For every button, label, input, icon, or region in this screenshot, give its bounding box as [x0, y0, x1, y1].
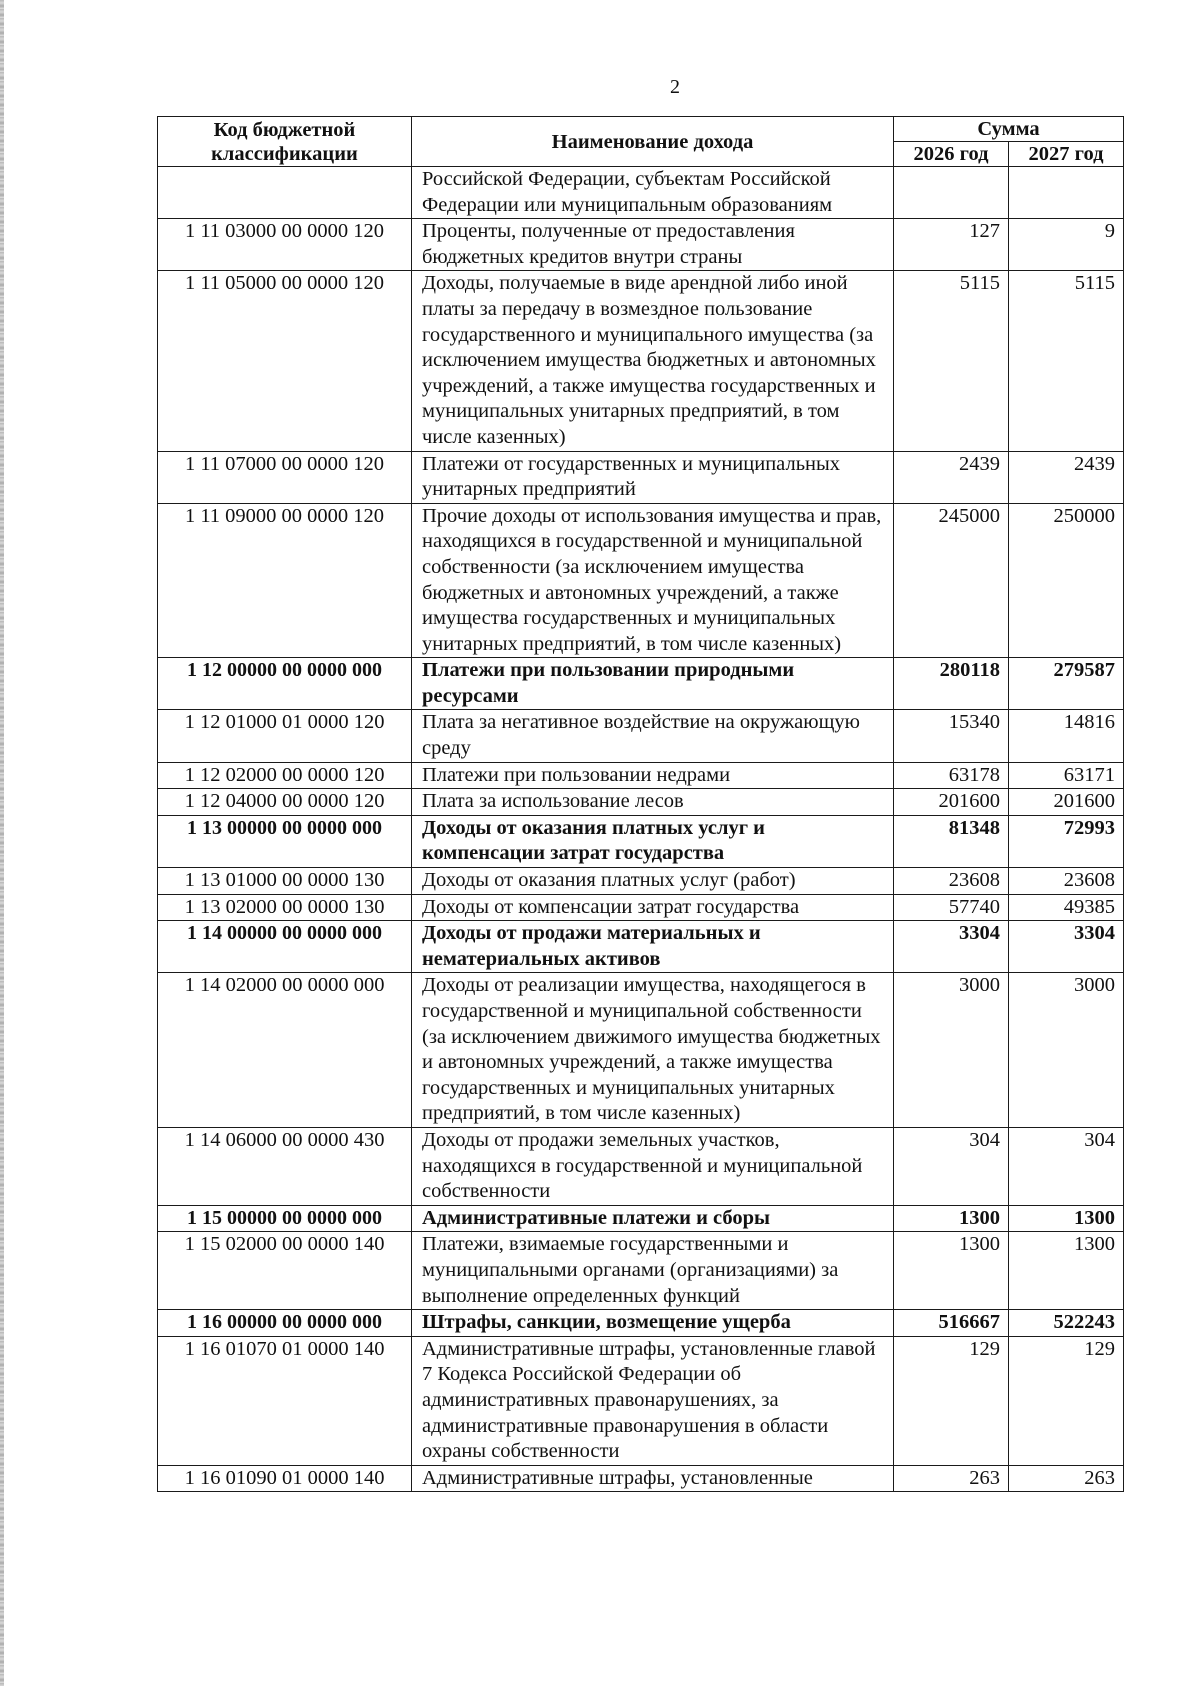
revenue-name-cell: Доходы от продажи материальных и нематериальных активов [412, 921, 894, 973]
header-code: Код бюджетной классификации [158, 117, 412, 167]
budget-code-cell: 1 12 02000 00 0000 120 [158, 762, 412, 789]
amount-2027-cell: 5115 [1009, 271, 1124, 451]
budget-code-cell: 1 13 00000 00 0000 000 [158, 815, 412, 867]
budget-code-cell: 1 11 05000 00 0000 120 [158, 271, 412, 451]
budget-code-cell: 1 14 06000 00 0000 430 [158, 1127, 412, 1205]
table-row [158, 815, 1124, 867]
table-row [158, 658, 1124, 710]
table-row [158, 451, 1124, 503]
amount-2027-cell: 263 [1009, 1465, 1124, 1492]
table-row [158, 1465, 1124, 1492]
budget-code-cell: 1 16 01070 01 0000 140 [158, 1336, 412, 1465]
amount-2026-cell: 1300 [894, 1205, 1009, 1232]
revenue-name-cell: Российской Федерации, субъектам Российской Федерации или муниципальным образованиям [412, 167, 894, 219]
amount-2026-cell: 2439 [894, 451, 1009, 503]
budget-code-cell: 1 14 00000 00 0000 000 [158, 921, 412, 973]
scan-edge [0, 0, 4, 1686]
page-number: 2 [670, 76, 680, 98]
amount-2027-cell: 1300 [1009, 1205, 1124, 1232]
budget-code-cell: 1 12 04000 00 0000 120 [158, 789, 412, 816]
amount-2026-cell: 3000 [894, 973, 1009, 1128]
amount-2026-cell: 516667 [894, 1310, 1009, 1337]
table-header [158, 117, 1124, 167]
table-row [158, 894, 1124, 921]
revenue-name-cell: Платежи, взимаемые государственными и муниципальными органами (организациями) за выполнение определенных функций [412, 1232, 894, 1310]
amount-2027-cell: 250000 [1009, 503, 1124, 658]
revenue-name-cell: Проценты, полученные от предоставления бюджетных кредитов внутри страны [412, 219, 894, 271]
table-row [158, 503, 1124, 658]
amount-2026-cell [894, 167, 1009, 219]
revenue-name-cell: Доходы от оказания платных услуг и компенсации затрат государства [412, 815, 894, 867]
revenue-name-cell: Административные штрафы, установленные главой 7 Кодекса Российской Федерации об административных правонарушениях, за административные правонарушения в области охраны собственности [412, 1336, 894, 1465]
amount-2026-cell: 245000 [894, 503, 1009, 658]
amount-2027-cell: 304 [1009, 1127, 1124, 1205]
amount-2026-cell: 127 [894, 219, 1009, 271]
amount-2027-cell: 49385 [1009, 894, 1124, 921]
revenue-name-cell: Прочие доходы от использования имущества и прав, находящихся в государственной и муниципальной собственности (за исключением имущества бюджетных и автономных учреждений, а также имущества государственных и муниципальных унитарных предприятий, в том числе казенных) [412, 503, 894, 658]
revenue-name-cell: Платежи от государственных и муниципальных унитарных предприятий [412, 451, 894, 503]
table-row [158, 1127, 1124, 1205]
revenue-name-cell: Доходы от оказания платных услуг (работ) [412, 868, 894, 895]
revenue-name-cell: Административные платежи и сборы [412, 1205, 894, 1232]
table-row [158, 1232, 1124, 1310]
budget-code-cell: 1 14 02000 00 0000 000 [158, 973, 412, 1128]
budget-code-cell [158, 167, 412, 219]
table-row [158, 921, 1124, 973]
budget-code-cell: 1 16 00000 00 0000 000 [158, 1310, 412, 1337]
header-year-2026: 2026 год [894, 142, 1009, 167]
amount-2026-cell: 263 [894, 1465, 1009, 1492]
amount-2027-cell: 2439 [1009, 451, 1124, 503]
budget-code-cell: 1 11 09000 00 0000 120 [158, 503, 412, 658]
revenue-name-cell: Штрафы, санкции, возмещение ущерба [412, 1310, 894, 1337]
amount-2026-cell: 63178 [894, 762, 1009, 789]
amount-2026-cell: 201600 [894, 789, 1009, 816]
header-sum: Сумма [894, 117, 1124, 142]
budget-code-cell: 1 15 00000 00 0000 000 [158, 1205, 412, 1232]
table-row [158, 1310, 1124, 1337]
table-row [158, 973, 1124, 1128]
amount-2027-cell: 201600 [1009, 789, 1124, 816]
amount-2027-cell [1009, 167, 1124, 219]
header-year-2027: 2027 год [1009, 142, 1124, 167]
budget-code-cell: 1 16 01090 01 0000 140 [158, 1465, 412, 1492]
amount-2026-cell: 23608 [894, 868, 1009, 895]
table-row [158, 762, 1124, 789]
amount-2027-cell: 72993 [1009, 815, 1124, 867]
budget-code-cell: 1 12 01000 01 0000 120 [158, 710, 412, 762]
amount-2026-cell: 81348 [894, 815, 1009, 867]
amount-2026-cell: 15340 [894, 710, 1009, 762]
table-row [158, 1336, 1124, 1465]
amount-2027-cell: 129 [1009, 1336, 1124, 1465]
amount-2027-cell: 23608 [1009, 868, 1124, 895]
budget-code-cell: 1 13 01000 00 0000 130 [158, 868, 412, 895]
amount-2027-cell: 3304 [1009, 921, 1124, 973]
amount-2026-cell: 304 [894, 1127, 1009, 1205]
amount-2026-cell: 5115 [894, 271, 1009, 451]
table-row [158, 789, 1124, 816]
table-row [158, 1205, 1124, 1232]
budget-code-cell: 1 12 00000 00 0000 000 [158, 658, 412, 710]
amount-2027-cell: 1300 [1009, 1232, 1124, 1310]
amount-2026-cell: 280118 [894, 658, 1009, 710]
revenue-name-cell: Доходы, получаемые в виде арендной либо иной платы за передачу в возмездное пользование государственного и муниципального имущества (за исключением имущества бюджетных и автономных учреждений, а также имущества государственных и муниципальных унитарных предприятий, в том числе казенных) [412, 271, 894, 451]
revenue-table [157, 116, 1124, 1492]
header-name: Наименование дохода [412, 117, 894, 167]
revenue-name-cell: Платежи при пользовании природными ресурсами [412, 658, 894, 710]
amount-2026-cell: 129 [894, 1336, 1009, 1465]
amount-2026-cell: 1300 [894, 1232, 1009, 1310]
revenue-name-cell: Административные штрафы, установленные [412, 1465, 894, 1492]
table-row [158, 710, 1124, 762]
amount-2027-cell: 279587 [1009, 658, 1124, 710]
revenue-name-cell: Доходы от продажи земельных участков, находящихся в государственной и муниципальной собственности [412, 1127, 894, 1205]
budget-code-cell: 1 11 03000 00 0000 120 [158, 219, 412, 271]
revenue-name-cell: Плата за использование лесов [412, 789, 894, 816]
revenue-name-cell: Доходы от компенсации затрат государства [412, 894, 894, 921]
amount-2027-cell: 522243 [1009, 1310, 1124, 1337]
table-row [158, 868, 1124, 895]
amount-2027-cell: 14816 [1009, 710, 1124, 762]
budget-code-cell: 1 11 07000 00 0000 120 [158, 451, 412, 503]
revenue-name-cell: Плата за негативное воздействие на окружающую среду [412, 710, 894, 762]
amount-2027-cell: 3000 [1009, 973, 1124, 1128]
budget-code-cell: 1 13 02000 00 0000 130 [158, 894, 412, 921]
amount-2027-cell: 9 [1009, 219, 1124, 271]
table-row [158, 219, 1124, 271]
budget-code-cell: 1 15 02000 00 0000 140 [158, 1232, 412, 1310]
amount-2026-cell: 3304 [894, 921, 1009, 973]
revenue-name-cell: Платежи при пользовании недрами [412, 762, 894, 789]
table-row [158, 271, 1124, 451]
revenue-name-cell: Доходы от реализации имущества, находящегося в государственной и муниципальной собственности (за исключением движимого имущества бюджетных и автономных учреждений, а также имущества государственных и муниципальных унитарных предприятий, в том числе казенных) [412, 973, 894, 1128]
table-row [158, 167, 1124, 219]
amount-2027-cell: 63171 [1009, 762, 1124, 789]
table-body [158, 167, 1124, 1492]
amount-2026-cell: 57740 [894, 894, 1009, 921]
